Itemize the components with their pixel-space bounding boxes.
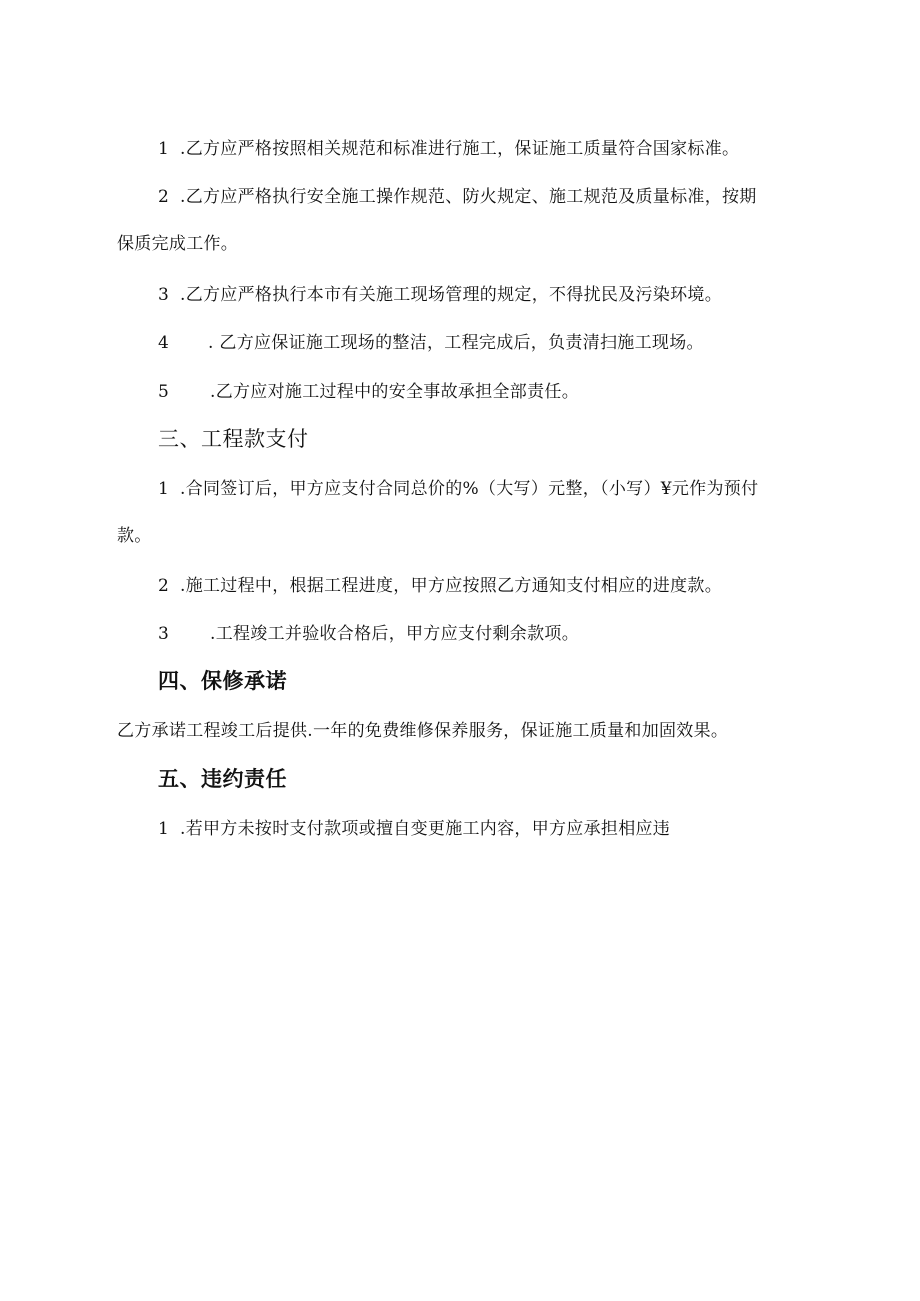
- clause-3-2: [158, 575, 722, 597]
- clause-3-3: [158, 623, 579, 645]
- clause-number: 3: [158, 624, 170, 644]
- clause-text: .乙方应对施工过程中的安全事故承担全部责任。: [210, 382, 580, 402]
- clause-5-1: [158, 818, 670, 840]
- clause-text: . 乙方应保证施工现场的整洁，工程完成后，负责清扫施工现场。: [208, 333, 704, 353]
- clause-text: .施工过程中，根据工程进度，甲方应按照乙方通知支付相应的进度款。: [180, 576, 723, 596]
- clause-number: 2: [158, 576, 170, 596]
- clause-2-2: [158, 186, 757, 208]
- clause-2-3: [158, 284, 722, 306]
- clause-text: .若甲方未按时支付款项或擅自变更施工内容，甲方应承担相应违: [180, 819, 671, 839]
- clause-3-1-continuation: 款。: [117, 526, 152, 546]
- section-5-heading: 五、违约责任: [158, 767, 287, 791]
- clause-number: 2: [158, 187, 170, 207]
- section-3-heading: 三、工程款支付: [158, 427, 309, 451]
- clause-2-4: [158, 332, 704, 354]
- clause-text: .乙方应严格执行本市有关施工现场管理的规定，不得扰民及污染环境。: [180, 285, 723, 305]
- clause-number: 3: [158, 285, 170, 305]
- clause-text: .乙方应严格按照相关规范和标准进行施工，保证施工质量符合国家标准。: [180, 139, 740, 159]
- clause-2-1: [158, 138, 739, 160]
- clause-text: .乙方应严格执行安全施工操作规范、防火规定、施工规范及质量标准，按期: [180, 187, 757, 207]
- clause-3-1: [158, 478, 758, 500]
- clause-2-2-continuation: 保质完成工作。: [117, 234, 239, 254]
- clause-number: 1: [158, 139, 170, 159]
- clause-number: 1: [158, 819, 170, 839]
- clause-number: 1: [158, 479, 170, 499]
- clause-number: 5: [158, 382, 170, 402]
- clause-number: 4: [158, 333, 170, 353]
- clause-text: .合同签订后，甲方应支付合同总价的%（大写）元整，（小写）¥元作为预付: [180, 479, 759, 499]
- warranty-text: 乙方承诺工程竣工后提供.一年的免费维修保养服务，保证施工质量和加固效果。: [117, 721, 729, 741]
- clause-2-5: [158, 381, 579, 403]
- clause-text: .工程竣工并验收合格后，甲方应支付剩余款项。: [210, 624, 580, 644]
- section-4-heading: 四、保修承诺: [158, 669, 287, 693]
